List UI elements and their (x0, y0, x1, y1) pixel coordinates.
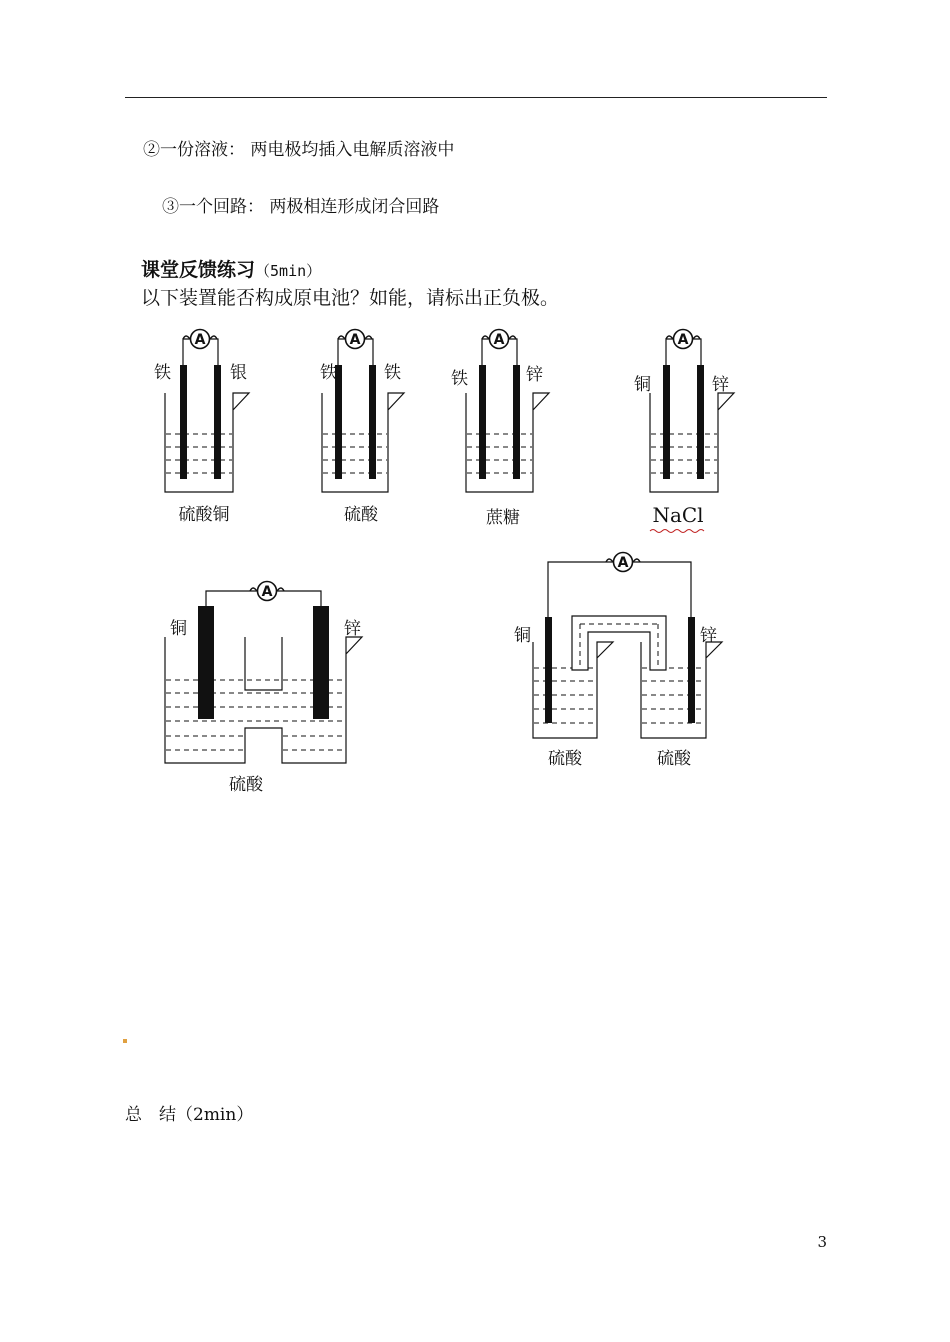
device-2 (320, 330, 404, 526)
condition-circuit: ③一个回路： 两极相连形成闭合回路 (162, 197, 440, 217)
electrode-right (313, 606, 329, 719)
device-1 (154, 330, 249, 526)
electrode-left (180, 365, 187, 479)
ammeter-label: A (493, 332, 505, 348)
device-4-solution: NaCl (652, 503, 704, 527)
ammeter-label: A (194, 332, 206, 348)
summary-heading: 总 结（2min） (125, 1105, 254, 1125)
device-2-right-label: 铁 (384, 363, 401, 383)
device-6-right-label: 锌 (700, 626, 717, 646)
device-3-solution: 蔗糖 (486, 508, 520, 528)
device-6 (514, 553, 722, 770)
exercise-time: （5min） (255, 262, 322, 280)
device-6-solution-right: 硫酸 (657, 749, 691, 769)
device-5-left-label: 铜 (170, 619, 187, 639)
device-2-solution: 硫酸 (344, 505, 378, 525)
ammeter-label: A (349, 332, 361, 348)
electrode-left (198, 606, 214, 719)
electrode-left (479, 365, 486, 479)
device-4 (634, 330, 734, 533)
device-3-left-label: 铁 (451, 369, 468, 389)
small-marker (123, 1039, 127, 1043)
device-3-right-label: 锌 (526, 365, 543, 385)
electrode-right (369, 365, 376, 479)
device-3 (451, 330, 549, 529)
device-5-solution: 硫酸 (229, 775, 263, 795)
ammeter-label: A (677, 332, 689, 348)
ammeter-label: A (617, 555, 629, 571)
electrode-right (697, 365, 704, 479)
device-6-solution-left: 硫酸 (548, 749, 582, 769)
device-6-left-label: 铜 (514, 626, 531, 646)
device-5 (165, 582, 362, 796)
electrode-right (214, 365, 221, 479)
exercise-question: 以下装置能否构成原电池？如能，请标出正负极。 (141, 287, 560, 309)
device-5-right-label: 锌 (344, 619, 361, 639)
exercise-title: 课堂反馈练习 (141, 259, 256, 281)
electrode-right (688, 617, 695, 723)
device-1-solution: 硫酸铜 (178, 505, 230, 525)
device-4-left-label: 铜 (634, 375, 651, 395)
spellcheck-underline (650, 530, 704, 533)
electrode-right (513, 365, 520, 479)
device-2-left-label: 铁 (320, 363, 337, 383)
ammeter-label: A (261, 584, 273, 600)
electrode-left (663, 365, 670, 479)
electrode-left (545, 617, 552, 723)
device-1-right-label: 银 (230, 363, 247, 383)
device-4-right-label: 锌 (712, 375, 729, 395)
page-number: 3 (817, 1233, 827, 1251)
condition-solution: ②一份溶液： 两电极均插入电解质溶液中 (143, 140, 455, 160)
device-1-left-label: 铁 (154, 363, 171, 383)
